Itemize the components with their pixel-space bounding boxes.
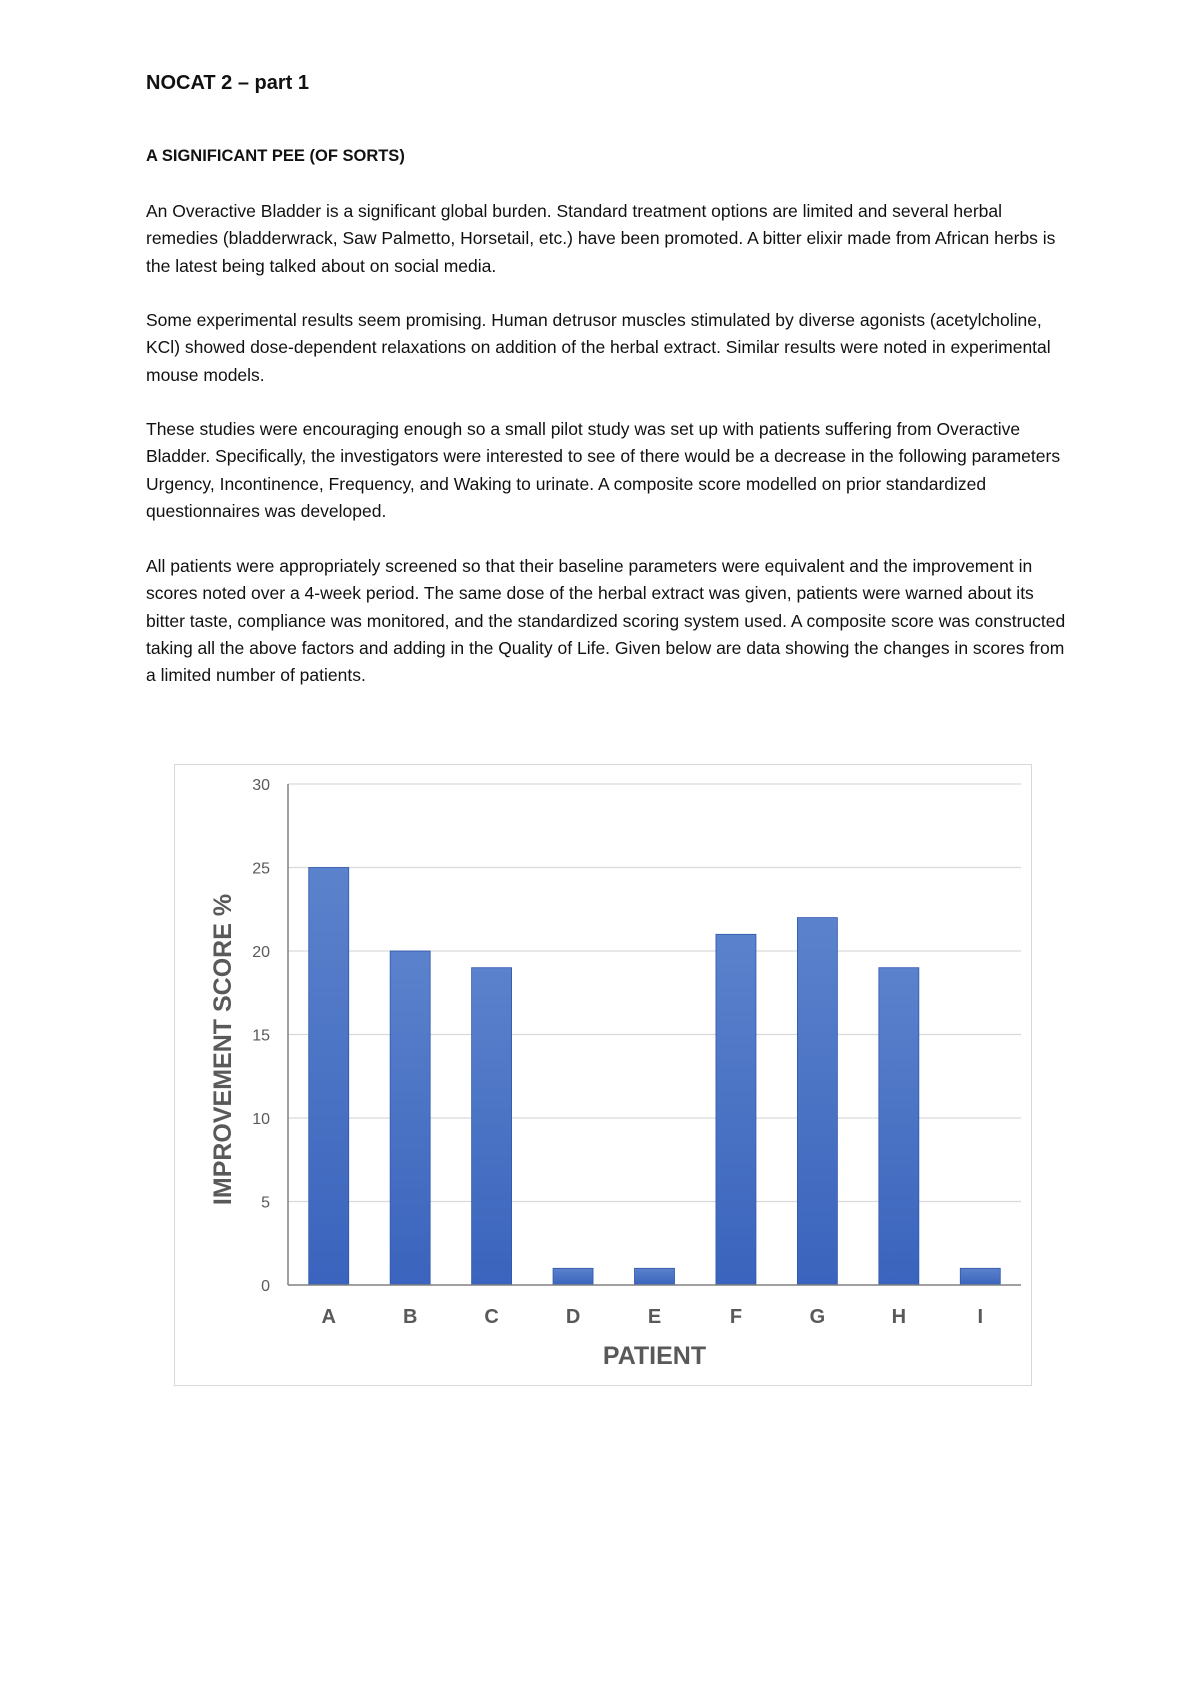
y-axis-title: IMPROVEMENT SCORE % bbox=[209, 893, 237, 1206]
x-tick-label: B bbox=[402, 1306, 418, 1328]
x-tick-label: D bbox=[565, 1306, 581, 1328]
paragraph-experimental-results: Some experimental results seem promising. Human detrusor muscles stimulated by diverse agonists (acetylcholine, KCl) showed dose-dependent relaxations on addition of the herbal extract. Similar results were noted in experimental mouse models. bbox=[146, 310, 1051, 385]
paragraph-pilot-study: These studies were encouraging enough so a small pilot study was set up with patients suffering from Overactive Bladder. Specifically, the investigators were interested to see of there would be a decrease in the following parameters Urgency, Incontinence, Frequency, and Waking to urinate. A composite score modelled on prior standardized questionnaires was developed. bbox=[146, 419, 1061, 521]
paragraph-intro: An Overactive Bladder is a significant global burden. Standard treatment options are limited and several herbal remedies (bladderwrack, Saw Palmetto, Horsetail, etc.) have been promoted. A bitter elixir made from African herbs is the latest being talked about on social media. bbox=[146, 201, 1056, 276]
x-axis-title: PATIENT bbox=[602, 1342, 707, 1370]
y-tick-label: 15 bbox=[252, 1027, 270, 1045]
bar-a bbox=[309, 868, 349, 1286]
x-tick-label: C bbox=[484, 1306, 499, 1328]
bar-chart bbox=[175, 765, 1033, 1387]
bar-d bbox=[553, 1268, 593, 1285]
bar-f bbox=[716, 934, 756, 1285]
x-tick-label: A bbox=[321, 1306, 336, 1328]
y-tick-label: 5 bbox=[261, 1194, 270, 1212]
y-tick-label: 10 bbox=[252, 1111, 270, 1128]
bar-h bbox=[879, 968, 919, 1285]
bar-b bbox=[390, 951, 430, 1285]
x-tick-label: F bbox=[729, 1306, 743, 1328]
y-tick-label: 20 bbox=[252, 944, 270, 961]
bar-i bbox=[960, 1268, 1000, 1285]
bar-c bbox=[472, 968, 512, 1285]
x-tick-label: E bbox=[647, 1306, 662, 1328]
y-tick-label: 25 bbox=[252, 860, 270, 878]
y-tick-label: 30 bbox=[252, 777, 270, 794]
x-tick-label: I bbox=[977, 1306, 984, 1328]
document-title: NOCAT 2 – part 1 bbox=[146, 72, 309, 94]
bar-e bbox=[635, 1268, 675, 1285]
x-tick-label: H bbox=[891, 1306, 907, 1328]
x-tick-label: G bbox=[809, 1306, 826, 1328]
y-tick-label: 0 bbox=[261, 1278, 270, 1295]
paragraph-screening: All patients were appropriately screened so that their baseline parameters were equivalent and the improvement in scores noted over a 4-week period. The same dose of the herbal extract was given, patients were warned about its bitter taste, compliance was monitored, and the standardized scoring system used. A composite score was constructed taking all the above factors and adding in the Quality of Life. Given below are data showing the changes in scores from a limited number of patients. bbox=[146, 556, 1066, 686]
chart-frame bbox=[174, 764, 1032, 1386]
document-subtitle: A SIGNIFICANT PEE (OF SORTS) bbox=[146, 147, 405, 165]
bar-g bbox=[797, 918, 837, 1285]
